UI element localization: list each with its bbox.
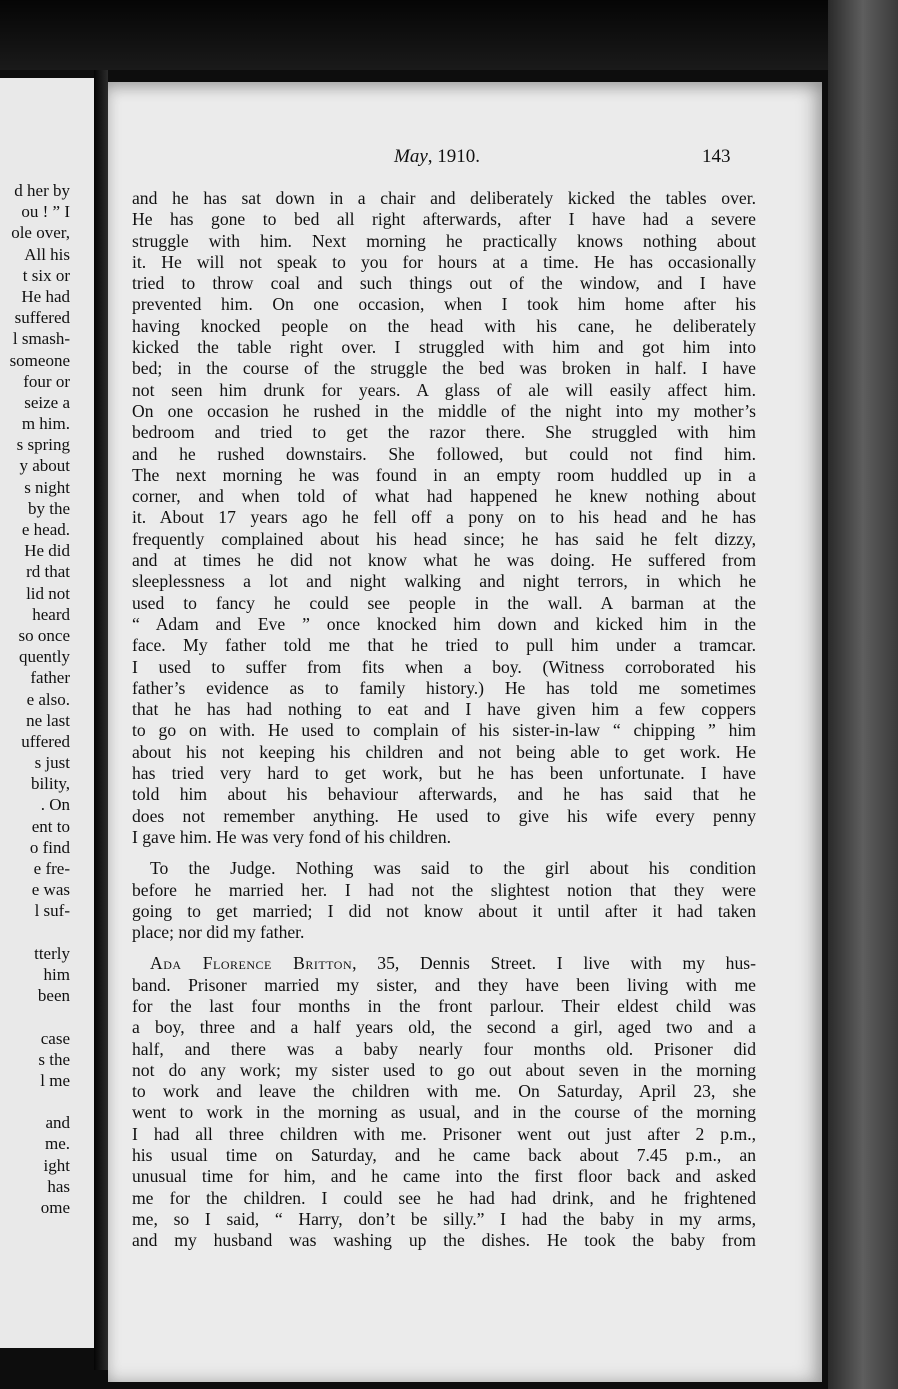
text-line: face. My father told me that he tried to pull him under a tramcar. (132, 635, 756, 656)
left-page-fragment: him (43, 964, 70, 984)
text-line: unusual time for him, and he came into the first floor back and asked (132, 1166, 756, 1187)
left-page-fragment: ne last (26, 710, 70, 730)
left-page-fragment: ole over, (11, 223, 70, 243)
text-line: not do any work; my sister used to go out about seven in the morning (132, 1059, 756, 1080)
text-line: told him about his behaviour afterwards, and he has said that he (132, 784, 756, 805)
left-page-fragment: by the (27, 498, 70, 518)
left-page-fragment: four or (23, 371, 70, 391)
text-line: I had all three children with me. Prisoner went out just after 2 p.m., (132, 1123, 756, 1144)
text-line: and my husband was washing up the dishes. He took the baby from (132, 1230, 756, 1251)
left-page-fragment: quently (19, 647, 70, 667)
text-line: and he rushed downstairs. She followed, but could not find him. (132, 443, 756, 464)
text-line: not seen him drunk for years. A glass of ale will easily affect him. (132, 379, 756, 400)
left-page-fragment: y about (19, 456, 70, 476)
left-page-edge (0, 78, 94, 1348)
running-title-year: , 1910. (427, 146, 481, 167)
left-page-fragment: suffered (14, 308, 70, 328)
left-page-fragment: s the (38, 1049, 70, 1069)
text-line: it. About 17 years ago he fell off a pony on to his head and he has (132, 507, 756, 528)
left-page-fragment (10, 1006, 70, 1027)
left-page-fragment: lid not (26, 583, 70, 603)
text-line: for the last four months in the front parlour. Their eldest child was (132, 995, 756, 1016)
text-line: “ Adam and Eve ” once knocked him down and kicked him in the (132, 613, 756, 634)
text-line: it. He will not speak to you for hours at a time. He has occasionally (132, 251, 756, 272)
left-page-fragment: rd that (26, 562, 70, 582)
text-line: used to fancy he could see people in the wall. A barman at the (132, 592, 756, 613)
text-line: bedroom and tried to get the razor there. She struggled with him (132, 422, 756, 443)
text-line: band. Prisoner married my sister, and they have been living with me (132, 974, 756, 995)
left-page-fragment (10, 1091, 70, 1112)
paragraph-ada-britton-testimony (132, 953, 756, 1251)
text-line: struggle with him. Next morning he practically knows nothing about (132, 230, 756, 251)
text-line: a boy, three and a half years old, the second a girl, aged two and a (132, 1017, 756, 1038)
text-line: me for the children. I could see he had had drink, and he frightened (132, 1187, 756, 1208)
text-line: prevented him. On one occasion, when I took him home after his (132, 294, 756, 315)
text-line: father’s evidence as to family history.) He has told me sometimes (132, 677, 756, 698)
left-page-fragment: has (47, 1176, 70, 1196)
text-line: does not remember anything. He used to give his wife every penny (132, 805, 756, 826)
page-header (108, 146, 822, 170)
text-line: He has gone to bed all right afterwards, after I have had a severe (132, 209, 756, 230)
left-page-fragment: e was (31, 880, 70, 900)
left-page-fragment: seize a (24, 392, 70, 412)
running-title (394, 146, 480, 168)
left-page-fragment: d her by (14, 181, 70, 200)
left-page-fragment: ent to (31, 816, 70, 836)
left-page-fragment: someone (9, 350, 70, 370)
text-line: corner, and when told of what had happened he knew nothing about (132, 486, 756, 507)
left-page-fragment: l smash- (12, 329, 70, 349)
left-page-fragment: ight (43, 1155, 70, 1175)
left-page-fragment: l suf- (34, 901, 70, 921)
left-page-fragment: m him. (21, 414, 70, 434)
scan-background-right (828, 0, 898, 1389)
left-page-fragment: l me (40, 1070, 70, 1090)
left-page-fragment: . On (40, 795, 70, 815)
left-page-fragment: so once (18, 625, 70, 645)
text-line: and he has sat down in a chair and deliberately kicked the tables over. (132, 188, 756, 208)
left-page-fragment: ome (40, 1198, 70, 1217)
witness-name: Ada Florence Britton (150, 953, 353, 974)
left-page-fragment: o find (29, 837, 70, 857)
text-line: On one occasion he rushed in the middle of the night into my mother’s (132, 400, 756, 421)
left-page-text-fragments (10, 180, 70, 1218)
text-line: going to get married; I did not know about it until after it had taken (132, 900, 756, 921)
text-line: before he married her. I had not the slightest notion that they were (132, 879, 756, 900)
page-body (132, 188, 756, 1252)
left-page-fragment: and (45, 1113, 70, 1133)
left-page-fragment: t six or (22, 265, 70, 285)
left-page-fragment: ou ! ” I (21, 202, 70, 222)
text-line: to go on with. He used to complain of his sister-in-law “ chipping ” him (132, 720, 756, 741)
running-title-month: May (394, 146, 428, 167)
text-line: has tried very hard to get work, but he has been unfortunate. I have (132, 763, 756, 784)
text-line: and at times he did not know what he was doing. He suffered from (132, 550, 756, 571)
left-page-fragment: s night (24, 477, 70, 497)
scan-background-top (0, 0, 898, 70)
paragraph-to-the-judge (132, 858, 756, 943)
text-line: The next morning he was found in an empty room huddled up in a (132, 464, 756, 485)
left-page-fragment: bility, (30, 774, 70, 794)
text-line: tried to throw coal and such things out of the window, and I have (132, 273, 756, 294)
text-line: his usual time on Saturday, and he came back about 7.45 p.m., an (132, 1145, 756, 1166)
text-line: went to work in the morning as usual, and in the course of the morning (132, 1102, 756, 1123)
book-gutter (94, 70, 108, 1370)
left-page-fragment: father (30, 668, 70, 688)
text-line: I used to suffer from fits when a boy. (Witness corroborated his (132, 656, 756, 677)
left-page-fragment: He did (24, 541, 70, 561)
paragraph-testimony-continued (132, 188, 756, 848)
left-page-fragment: s just (34, 753, 70, 773)
left-page-fragment: heard (32, 604, 70, 624)
left-page-fragment: s spring (16, 435, 70, 455)
text-line: I gave him. He was very fond of his children. (132, 826, 452, 847)
left-page-fragment: been (37, 986, 70, 1006)
left-page-fragment (10, 922, 70, 943)
text-line: To the Judge. Nothing was said to the girl about his condition (150, 858, 756, 879)
text-line: sleeplessness a lot and night walking and night terrors, in which he (132, 571, 756, 592)
right-page (108, 82, 822, 1382)
text-line: having knocked people on the head with his cane, he deliberately (132, 315, 756, 336)
text-line: that he has had nothing to eat and I have given him a few coppers (132, 699, 756, 720)
text-line: frequently complained about his head since; he has said he felt dizzy, (132, 528, 756, 549)
left-page-fragment: He had (21, 286, 70, 306)
text-line: Ada Florence Britton, 35, Dennis Street. I live with my hus- (150, 953, 756, 974)
left-page-fragment: tterly (34, 943, 70, 963)
left-page-fragment: me. (44, 1134, 70, 1154)
left-page-fragment: e fre- (33, 859, 70, 878)
text-line: place; nor did my father. (132, 922, 305, 943)
left-page-fragment: e head. (21, 520, 70, 539)
text-line: me, so I said, “ Harry, don’t be silly.” I had the baby in my arms, (132, 1208, 756, 1229)
text-line: to work and leave the children with me. On Saturday, April 23, she (132, 1081, 756, 1102)
left-page-fragment: All his (24, 244, 70, 264)
left-page-fragment: uffered (21, 731, 70, 751)
text-line: about his not keeping his children and not being able to get work. He (132, 741, 756, 762)
left-page-fragment: e also. (26, 689, 70, 709)
text-line: half, and there was a baby nearly four months old. Prisoner did (132, 1038, 756, 1059)
left-page-fragment: case (40, 1028, 70, 1048)
text-line: bed; in the course of the struggle the bed was broken in half. I have (132, 358, 756, 379)
page-number: 143 (702, 146, 731, 167)
text-line: kicked the table right over. I struggled with him and got him into (132, 337, 756, 358)
